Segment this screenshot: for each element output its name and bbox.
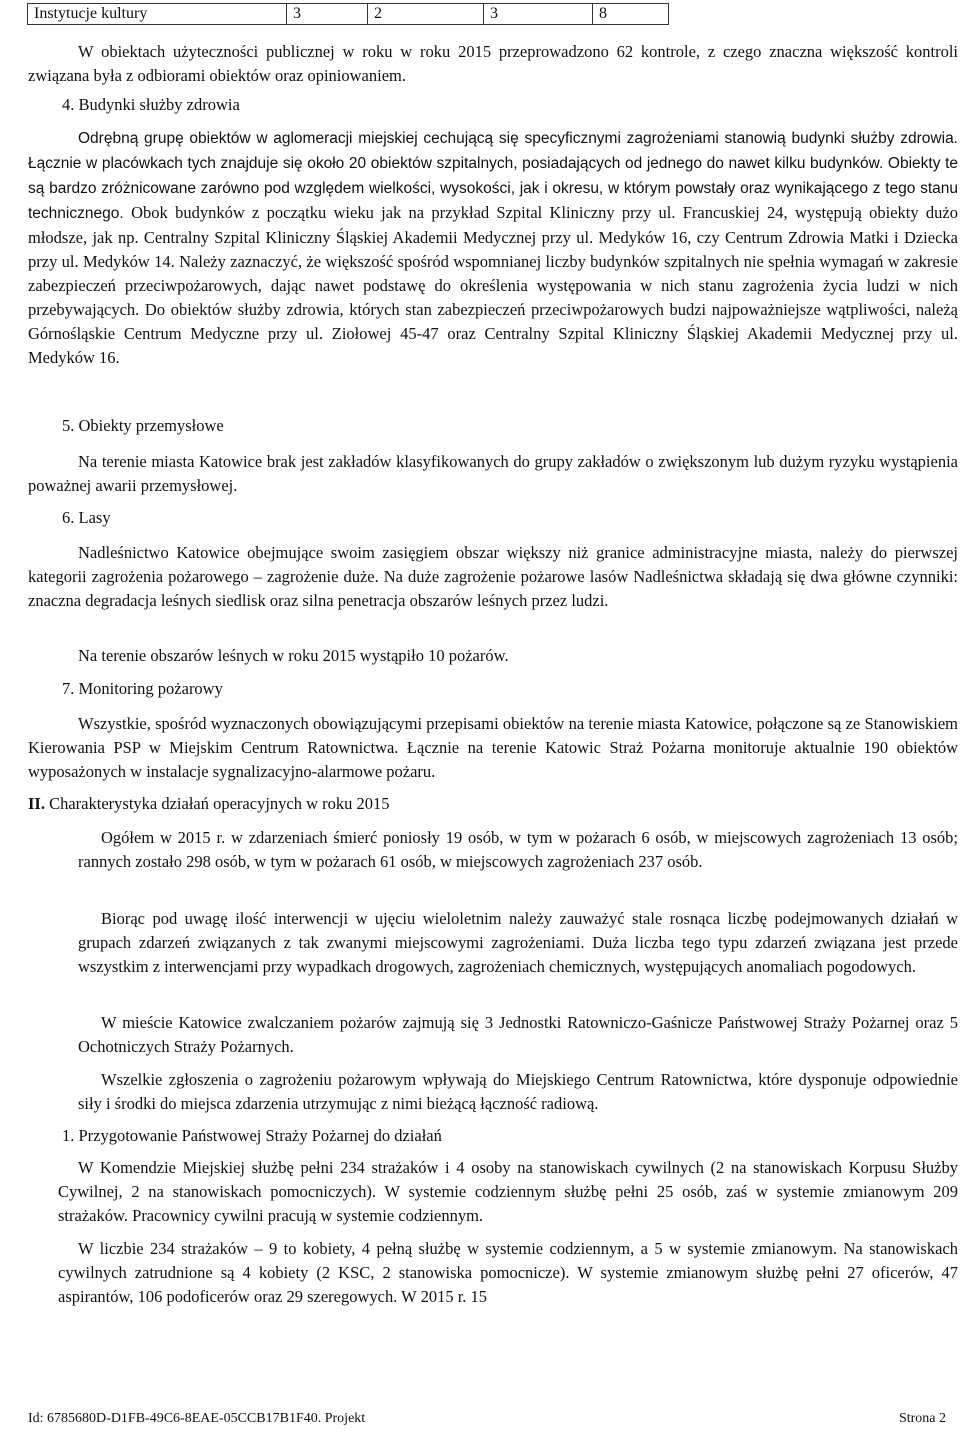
table-cell: 2 xyxy=(368,4,484,25)
paragraph: W obiektach użyteczności publicznej w roku w roku 2015 przeprowadzono 62 kontrole, z czego znaczna większość kontroli związana była z odbiorami obiektów oraz opiniowaniem. xyxy=(28,42,958,85)
paragraph: W mieście Katowice zwalczaniem pożarów zajmują się 3 Jednostki Ratowniczo-Gaśnicze Państwowej Straży Pożarnej oraz 5 Ochotniczych Straży Pożarnych. xyxy=(78,1013,958,1056)
section-heading: 5. Obiekty przemysłowe xyxy=(62,416,224,435)
chapter-heading xyxy=(28,792,390,816)
section-heading: 4. Budynki służby zdrowia xyxy=(62,95,240,114)
paragraph-part-b: Obok budynków z początku wieku jak na przykład Szpital Kliniczny przy ul. Francuskiej 24, występują obiekty dużo młodsze, jak np. Centralny Szpital Kliniczny Śląskiej Akademii Medycznej przy ul. Medyków 16, czy Centrum Zdrowia Matki i Dziecka przy ul. Medyków 14. Należy zaznaczyć, że większość spośród wspomnianej liczby budynków szpitalnych nie spełnia wymagań w zakresie zabezpieczeń przeciwpożarowych, dając nawet podstawę do określenia występowania w nich stanu zagrożenia życia ludzi w nich przebywających. Do obiektów służby zdrowia, których stan zabezpieczeń przeciwpożarowych budzi najpoważniejsze wątpliwości, należą Górnośląskie Centrum Medyczne przy ul. Ziołowej 45-47 oraz Centralny Szpital Kliniczny Śląskiej Akademii Medycznej przy ul. Medyków 16. xyxy=(28,203,958,367)
paragraph: Na terenie miasta Katowice brak jest zakładów klasyfikowanych do grupy zakładów o zwiększonym lub dużym ryzyku wystąpienia poważnej awarii przemysłowej. xyxy=(28,452,958,495)
chapter-number: II. xyxy=(28,794,45,813)
paragraph: W Komendzie Miejskiej służbę pełni 234 strażaków i 4 osoby na stanowiskach cywilnych (2 na stanowiskach Korpusu Służby Cywilnej, 2 na stanowiskach pomocniczych). W systemie codziennym służbę pełni 25 osób, zaś w systemie zmianowym 209 strażaków. Pracownicy cywilni pracują w systemie codziennym. xyxy=(58,1158,958,1225)
paragraph: Biorąc pod uwagę ilość interwencji w ujęciu wieloletnim należy zauważyć stale rosnąca liczbę podejmowanych działań w grupach zdarzeń związanych z tak zwanymi miejscowymi zagrożeniami. Duża liczba tego typu zdarzeń związana jest przede wszystkim z interwencjami przy wypadkach drogowych, zagrożeniach chemicznych, występujących anomaliach pogodowych. xyxy=(78,909,958,976)
paragraph xyxy=(28,126,958,370)
summary-table xyxy=(27,3,669,25)
paragraph: Ogółem w 2015 r. w zdarzeniach śmierć poniosły 19 osób, w tym w pożarach 6 osób, w miejscowych zagrożeniach 13 osób; rannych zostało 298 osób, w tym w pożarach 61 osób, w miejscowych zagrożeniach 237 osób. xyxy=(78,828,958,871)
table-row xyxy=(28,4,669,25)
paragraph: Wszystkie, spośród wyznaczonych obowiązującymi przepisami obiektów na terenie miasta Katowice, połączone są ze Stanowiskiem Kierowania PSP w Miejskim Centrum Ratownictwa. Łącznie na terenie Katowic Straż Pożarna monitoruje aktualnie 190 obiektów wyposażonych w instalacje sygnalizacyjno-alarmowe pożaru. xyxy=(28,714,958,781)
paragraph: W liczbie 234 strażaków – 9 to kobiety, 4 pełną służbę w systemie codziennym, a 5 w systemie zmianowym. Na stanowiskach cywilnych zatrudnione są 4 kobiety (2 KSC, 2 stanowiska pomocnicze). W systemie zmianowym służbę pełni 27 oficerów, 47 aspirantów, 106 podoficerów oraz 29 szeregowych. W 2015 r. 15 xyxy=(58,1239,958,1306)
section-heading: 6. Lasy xyxy=(62,508,111,527)
table-cell: Instytucje kultury xyxy=(28,4,287,25)
paragraph: Na terenie obszarów leśnych w roku 2015 wystąpiło 10 pożarów. xyxy=(78,646,509,665)
page-number: Strona 2 xyxy=(898,1411,946,1426)
paragraph: Nadleśnictwo Katowice obejmujące swoim zasięgiem obszar większy niż granice administracyjne miasta, należy do pierwszej kategorii zagrożenia pożarowego – zagrożenie duże. Na duże zagrożenie pożarowe lasów Nadleśnictwa składają się dwa główne czynniki: znaczna degradacja leśnych siedlisk oraz silna penetracja obszarów leśnych przez ludzi. xyxy=(28,543,958,610)
section-heading: 7. Monitoring pożarowy xyxy=(62,679,223,698)
subsection-heading: 1. Przygotowanie Państwowej Straży Pożarnej do działań xyxy=(62,1126,442,1145)
paragraph-part-a: Odrębną grupę obiektów w aglomeracji miejskiej cechującą się specyficznymi zagrożeniami stanowią budynki służby zdrowia. Łącznie w placówkach tych znajduje się około 20 obiektów szpitalnych, posiadających od jednego do nawet kilku budynków. Obiekty te są bardzo zróżnicowane zarówno pod względem wielkości, wysokości, jak i okresu, w którym powstały oraz wynikającego z tego stanu technicznego. xyxy=(28,130,958,222)
document-id: Id: 6785680D-D1FB-49C6-8EAE-05CCB17B1F40. Projekt xyxy=(28,1411,366,1426)
paragraph: Wszelkie zgłoszenia o zagrożeniu pożarowym wpływają do Miejskiego Centrum Ratownictwa, które dysponuje odpowiednie siły i środki do miejsca zdarzenia utrzymując z nimi bieżącą łączność radiową. xyxy=(78,1070,958,1113)
table-cell: 8 xyxy=(593,4,669,25)
chapter-title: Charakterystyka działań operacyjnych w roku 2015 xyxy=(49,794,390,813)
table-cell: 3 xyxy=(287,4,368,25)
table-cell: 3 xyxy=(484,4,593,25)
